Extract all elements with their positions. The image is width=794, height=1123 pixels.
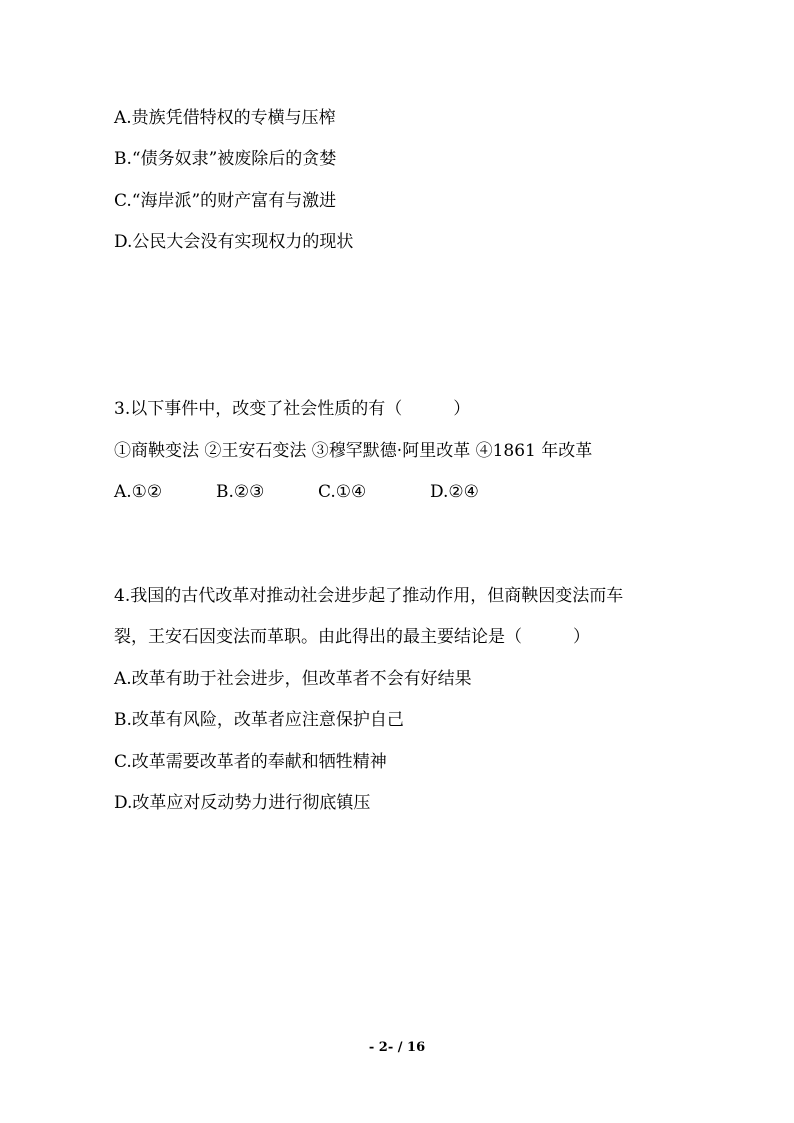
q4-stem-line-2: 裂，王安石因变法而革职。由此得出的最主要结论是（ ） (114, 627, 590, 647)
q3-option-d: D.②④ (430, 482, 479, 502)
q3-option-a: A.①② (114, 482, 163, 502)
q3-option-b: B.②③ (216, 482, 265, 502)
q2-option-c: C.“海岸派”的财产富有与激进 (114, 191, 337, 211)
q2-option-d: D.公民大会没有实现权力的现状 (114, 232, 354, 252)
q2-option-a: A.贵族凭借特权的专横与压榨 (114, 108, 336, 128)
q2-option-b: B.“债务奴隶”被废除后的贪婪 (114, 149, 337, 169)
page-number-footer: - 2- / 16 (368, 1040, 426, 1055)
q4-option-b: B.改革有风险，改革者应注意保护自己 (114, 710, 404, 730)
q3-items: ①商鞅变法 ②王安石变法 ③穆罕默德·阿里改革 ④1861 年改革 (114, 441, 593, 461)
q4-option-d: D.改革应对反动势力进行彻底镇压 (114, 793, 371, 813)
q4-stem-line-1: 4.我国的古代改革对推动社会进步起了推动作用，但商鞅因变法而车 (114, 586, 624, 606)
q3-option-c: C.①④ (318, 482, 367, 502)
q4-option-c: C.改革需要改革者的奉献和牺牲精神 (114, 752, 387, 772)
q3-stem: 3.以下事件中，改变了社会性质的有（ ） (114, 399, 471, 419)
q4-option-a: A.改革有助于社会进步，但改革者不会有好结果 (114, 669, 472, 689)
